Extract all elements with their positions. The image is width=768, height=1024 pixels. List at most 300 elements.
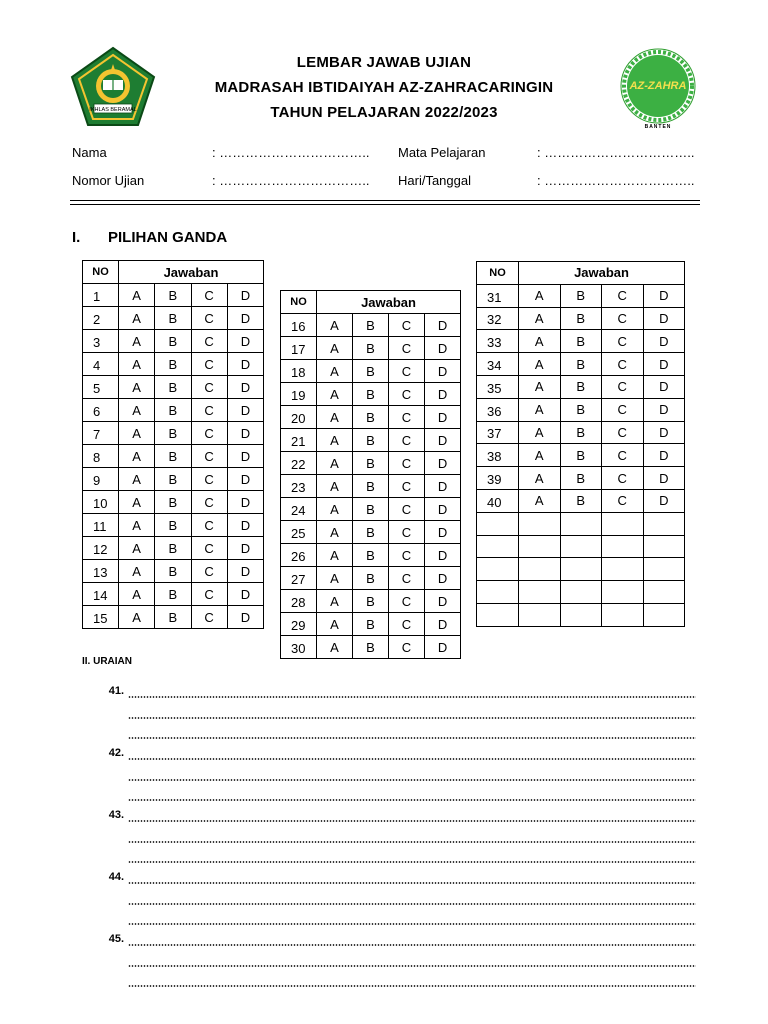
answer-row-20: [281, 406, 461, 429]
option-a-36[interactable]: A: [519, 398, 561, 421]
option-a-13[interactable]: A: [119, 560, 155, 583]
essay-answer-line[interactable]: [128, 717, 696, 719]
option-a-6[interactable]: A: [119, 399, 155, 422]
option-c-30[interactable]: C: [389, 636, 425, 659]
question-number: 29: [281, 613, 317, 636]
option-d-22[interactable]: D: [425, 452, 461, 475]
option-c-31[interactable]: C: [602, 284, 644, 307]
option-a-16[interactable]: A: [317, 314, 353, 337]
option-b-38[interactable]: B: [560, 444, 602, 467]
option-d-6[interactable]: D: [227, 399, 263, 422]
option-c-24[interactable]: C: [389, 498, 425, 521]
blank-cell: [602, 535, 644, 558]
option-a-25[interactable]: A: [317, 521, 353, 544]
question-number: 18: [281, 360, 317, 383]
option-a-14[interactable]: A: [119, 583, 155, 606]
answer-row-13: [83, 560, 264, 583]
answer-row-26: [281, 544, 461, 567]
blank-row: [477, 512, 685, 535]
blank-cell: [519, 535, 561, 558]
answer-row-32: [477, 307, 685, 330]
option-b-3[interactable]: B: [155, 330, 191, 353]
answer-row-17: [281, 337, 461, 360]
essay-answer-line[interactable]: [128, 882, 696, 884]
table-header-row: [477, 262, 685, 285]
option-c-5[interactable]: C: [191, 376, 227, 399]
option-b-34[interactable]: B: [560, 353, 602, 376]
essay-answer-line[interactable]: [128, 820, 696, 822]
option-b-31[interactable]: B: [560, 284, 602, 307]
option-c-19[interactable]: C: [389, 383, 425, 406]
option-a-21[interactable]: A: [317, 429, 353, 452]
option-d-17[interactable]: D: [425, 337, 461, 360]
answer-row-6: [83, 399, 264, 422]
option-a-8[interactable]: A: [119, 445, 155, 468]
option-a-19[interactable]: A: [317, 383, 353, 406]
option-d-33[interactable]: D: [643, 330, 685, 353]
option-b-33[interactable]: B: [560, 330, 602, 353]
blank-cell: [560, 558, 602, 581]
question-number: 21: [281, 429, 317, 452]
essay-number-42: 42.: [108, 747, 124, 759]
option-a-29[interactable]: A: [317, 613, 353, 636]
answer-row-29: [281, 613, 461, 636]
question-number: 1: [83, 284, 119, 307]
option-c-18[interactable]: C: [389, 360, 425, 383]
option-b-20[interactable]: B: [353, 406, 389, 429]
answer-table-3: [476, 261, 685, 627]
blank-cell: [602, 512, 644, 535]
option-d-26[interactable]: D: [425, 544, 461, 567]
blank-cell: [519, 581, 561, 604]
nama-field[interactable]: : ……………………………..: [212, 145, 370, 160]
option-c-12[interactable]: C: [191, 537, 227, 560]
option-c-29[interactable]: C: [389, 613, 425, 636]
option-b-37[interactable]: B: [560, 421, 602, 444]
blank-cell: [643, 581, 685, 604]
option-a-31[interactable]: A: [519, 284, 561, 307]
question-number: 26: [281, 544, 317, 567]
option-d-38[interactable]: D: [643, 444, 685, 467]
answer-row-22: [281, 452, 461, 475]
option-d-12[interactable]: D: [227, 537, 263, 560]
question-number: 25: [281, 521, 317, 544]
option-b-14[interactable]: B: [155, 583, 191, 606]
option-b-21[interactable]: B: [353, 429, 389, 452]
answer-row-5: [83, 376, 264, 399]
ministry-logo-text: IKHLAS BERAMAL: [89, 107, 137, 113]
question-number: 5: [83, 376, 119, 399]
answer-row-12: [83, 537, 264, 560]
blank-cell: [560, 581, 602, 604]
question-number: 31: [477, 284, 519, 307]
option-a-37[interactable]: A: [519, 421, 561, 444]
option-d-24[interactable]: D: [425, 498, 461, 521]
option-d-20[interactable]: D: [425, 406, 461, 429]
question-number: 32: [477, 307, 519, 330]
option-d-36[interactable]: D: [643, 398, 685, 421]
question-number: 30: [281, 636, 317, 659]
option-d-34[interactable]: D: [643, 353, 685, 376]
option-d-23[interactable]: D: [425, 475, 461, 498]
blank-cell: [643, 512, 685, 535]
answer-row-10: [83, 491, 264, 514]
question-number: 22: [281, 452, 317, 475]
blank-row: [477, 581, 685, 604]
essay-answer-line[interactable]: [128, 965, 696, 967]
question-number: 20: [281, 406, 317, 429]
school-name: MADRASAH IBTIDAIYAH AZ-ZAHRACARINGIN: [214, 79, 554, 96]
answer-row-30: [281, 636, 461, 659]
answer-row-27: [281, 567, 461, 590]
option-c-10[interactable]: C: [191, 491, 227, 514]
nomor-ujian-label: Nomor Ujian: [72, 173, 145, 188]
option-d-10[interactable]: D: [227, 491, 263, 514]
option-d-13[interactable]: D: [227, 560, 263, 583]
option-c-1[interactable]: C: [191, 284, 227, 307]
hari-tanggal-label: Hari/Tanggal: [398, 173, 471, 188]
answer-row-16: [281, 314, 461, 337]
option-b-40[interactable]: B: [560, 489, 602, 512]
nomor-ujian-field[interactable]: : ……………………………..: [212, 173, 370, 188]
option-b-12[interactable]: B: [155, 537, 191, 560]
essay-answer-line[interactable]: [128, 841, 696, 843]
option-a-1[interactable]: A: [119, 284, 155, 307]
option-b-9[interactable]: B: [155, 468, 191, 491]
option-d-37[interactable]: D: [643, 421, 685, 444]
option-a-9[interactable]: A: [119, 468, 155, 491]
option-a-11[interactable]: A: [119, 514, 155, 537]
option-c-14[interactable]: C: [191, 583, 227, 606]
option-a-15[interactable]: A: [119, 606, 155, 629]
option-b-24[interactable]: B: [353, 498, 389, 521]
question-number: 37: [477, 421, 519, 444]
option-a-7[interactable]: A: [119, 422, 155, 445]
option-d-25[interactable]: D: [425, 521, 461, 544]
option-d-21[interactable]: D: [425, 429, 461, 452]
option-a-17[interactable]: A: [317, 337, 353, 360]
option-c-6[interactable]: C: [191, 399, 227, 422]
section-roman: I.: [72, 229, 81, 246]
option-b-7[interactable]: B: [155, 422, 191, 445]
essay-answer-line[interactable]: [128, 737, 696, 739]
essay-number-45: 45.: [108, 933, 124, 945]
essay-section-title: II. URAIAN: [82, 656, 132, 667]
option-c-33[interactable]: C: [602, 330, 644, 353]
blank-cell: [477, 535, 519, 558]
question-number: 12: [83, 537, 119, 560]
question-number: 34: [477, 353, 519, 376]
answer-row-34: [477, 353, 685, 376]
question-number: 33: [477, 330, 519, 353]
option-a-23[interactable]: A: [317, 475, 353, 498]
question-number: 6: [83, 399, 119, 422]
option-d-18[interactable]: D: [425, 360, 461, 383]
option-b-36[interactable]: B: [560, 398, 602, 421]
option-b-27[interactable]: B: [353, 567, 389, 590]
essay-answer-line[interactable]: [128, 799, 696, 801]
option-b-8[interactable]: B: [155, 445, 191, 468]
question-number: 7: [83, 422, 119, 445]
answer-row-33: [477, 330, 685, 353]
blank-cell: [602, 603, 644, 626]
school-logo-text: AZ-ZAHRA: [629, 80, 687, 92]
option-d-4[interactable]: D: [227, 353, 263, 376]
answer-row-38: [477, 444, 685, 467]
blank-cell: [602, 558, 644, 581]
option-b-26[interactable]: B: [353, 544, 389, 567]
blank-cell: [519, 512, 561, 535]
option-c-16[interactable]: C: [389, 314, 425, 337]
option-c-28[interactable]: C: [389, 590, 425, 613]
essay-answer-line[interactable]: [128, 923, 696, 925]
option-a-4[interactable]: A: [119, 353, 155, 376]
option-d-30[interactable]: D: [425, 636, 461, 659]
option-c-23[interactable]: C: [389, 475, 425, 498]
option-c-37[interactable]: C: [602, 421, 644, 444]
option-c-20[interactable]: C: [389, 406, 425, 429]
option-d-28[interactable]: D: [425, 590, 461, 613]
option-d-3[interactable]: D: [227, 330, 263, 353]
option-d-31[interactable]: D: [643, 284, 685, 307]
answer-row-14: [83, 583, 264, 606]
answer-row-1: [83, 284, 264, 307]
option-a-38[interactable]: A: [519, 444, 561, 467]
option-a-5[interactable]: A: [119, 376, 155, 399]
answer-row-18: [281, 360, 461, 383]
option-c-27[interactable]: C: [389, 567, 425, 590]
option-d-11[interactable]: D: [227, 514, 263, 537]
option-b-30[interactable]: B: [353, 636, 389, 659]
option-c-32[interactable]: C: [602, 307, 644, 330]
option-d-1[interactable]: D: [227, 284, 263, 307]
option-b-29[interactable]: B: [353, 613, 389, 636]
option-c-38[interactable]: C: [602, 444, 644, 467]
option-c-7[interactable]: C: [191, 422, 227, 445]
academic-year: TAHUN PELAJARAN 2022/2023: [270, 104, 498, 121]
option-b-23[interactable]: B: [353, 475, 389, 498]
option-c-26[interactable]: C: [389, 544, 425, 567]
option-a-30[interactable]: A: [317, 636, 353, 659]
blank-cell: [519, 558, 561, 581]
option-b-25[interactable]: B: [353, 521, 389, 544]
sheet-title: LEMBAR JAWAB UJIAN: [296, 54, 472, 71]
divider-bottom: [70, 204, 700, 205]
answer-row-2: [83, 307, 264, 330]
option-d-32[interactable]: D: [643, 307, 685, 330]
option-d-40[interactable]: D: [643, 489, 685, 512]
option-c-8[interactable]: C: [191, 445, 227, 468]
option-b-39[interactable]: B: [560, 467, 602, 490]
option-c-4[interactable]: C: [191, 353, 227, 376]
option-b-5[interactable]: B: [155, 376, 191, 399]
option-b-19[interactable]: B: [353, 383, 389, 406]
option-a-28[interactable]: A: [317, 590, 353, 613]
blank-cell: [643, 558, 685, 581]
blank-cell: [560, 512, 602, 535]
option-d-15[interactable]: D: [227, 606, 263, 629]
option-a-35[interactable]: A: [519, 375, 561, 398]
option-c-2[interactable]: C: [191, 307, 227, 330]
option-c-3[interactable]: C: [191, 330, 227, 353]
question-number: 19: [281, 383, 317, 406]
answer-row-28: [281, 590, 461, 613]
option-d-5[interactable]: D: [227, 376, 263, 399]
option-c-13[interactable]: C: [191, 560, 227, 583]
option-b-2[interactable]: B: [155, 307, 191, 330]
answer-row-23: [281, 475, 461, 498]
blank-row: [477, 535, 685, 558]
question-number: 15: [83, 606, 119, 629]
option-b-28[interactable]: B: [353, 590, 389, 613]
option-b-15[interactable]: B: [155, 606, 191, 629]
blank-cell: [477, 558, 519, 581]
option-d-14[interactable]: D: [227, 583, 263, 606]
option-a-18[interactable]: A: [317, 360, 353, 383]
option-d-29[interactable]: D: [425, 613, 461, 636]
option-b-16[interactable]: B: [353, 314, 389, 337]
answer-row-37: [477, 421, 685, 444]
option-a-34[interactable]: A: [519, 353, 561, 376]
hari-tanggal-field[interactable]: : ……………………………..: [537, 173, 695, 188]
essay-answer-line[interactable]: [128, 944, 696, 946]
option-c-25[interactable]: C: [389, 521, 425, 544]
blank-cell: [477, 512, 519, 535]
header-jawaban: Jawaban: [317, 291, 461, 314]
option-c-40[interactable]: C: [602, 489, 644, 512]
blank-cell: [643, 535, 685, 558]
essay-number-41: 41.: [108, 685, 124, 697]
table-header-row: [83, 261, 264, 284]
option-a-3[interactable]: A: [119, 330, 155, 353]
answer-row-39: [477, 467, 685, 490]
option-a-40[interactable]: A: [519, 489, 561, 512]
question-number: 4: [83, 353, 119, 376]
section-title: PILIHAN GANDA: [108, 229, 228, 246]
option-b-18[interactable]: B: [353, 360, 389, 383]
option-c-17[interactable]: C: [389, 337, 425, 360]
question-number: 36: [477, 398, 519, 421]
option-c-39[interactable]: C: [602, 467, 644, 490]
nama-label: Nama: [72, 145, 107, 160]
mata-pelajaran-field[interactable]: : ……………………………..: [537, 145, 695, 160]
option-a-10[interactable]: A: [119, 491, 155, 514]
essay-number-43: 43.: [108, 809, 124, 821]
option-d-19[interactable]: D: [425, 383, 461, 406]
option-d-8[interactable]: D: [227, 445, 263, 468]
essay-answer-line[interactable]: [128, 985, 696, 987]
option-a-2[interactable]: A: [119, 307, 155, 330]
answer-table-2: [280, 290, 461, 659]
option-a-12[interactable]: A: [119, 537, 155, 560]
option-b-35[interactable]: B: [560, 375, 602, 398]
option-b-1[interactable]: B: [155, 284, 191, 307]
option-c-15[interactable]: C: [191, 606, 227, 629]
option-c-36[interactable]: C: [602, 398, 644, 421]
option-c-22[interactable]: C: [389, 452, 425, 475]
option-d-27[interactable]: D: [425, 567, 461, 590]
blank-cell: [477, 603, 519, 626]
option-b-32[interactable]: B: [560, 307, 602, 330]
essay-answer-line[interactable]: [128, 696, 696, 698]
header-no: NO: [477, 262, 519, 285]
question-number: 24: [281, 498, 317, 521]
option-c-21[interactable]: C: [389, 429, 425, 452]
option-d-9[interactable]: D: [227, 468, 263, 491]
essay-answer-line[interactable]: [128, 861, 696, 863]
option-a-27[interactable]: A: [317, 567, 353, 590]
option-a-33[interactable]: A: [519, 330, 561, 353]
mata-pelajaran-label: Mata Pelajaran: [398, 145, 486, 160]
option-c-11[interactable]: C: [191, 514, 227, 537]
answer-row-40: [477, 489, 685, 512]
blank-cell: [643, 603, 685, 626]
question-number: 35: [477, 375, 519, 398]
blank-cell: [560, 535, 602, 558]
essay-number-44: 44.: [108, 871, 124, 883]
question-number: 17: [281, 337, 317, 360]
option-a-20[interactable]: A: [317, 406, 353, 429]
question-number: 2: [83, 307, 119, 330]
option-b-6[interactable]: B: [155, 399, 191, 422]
option-c-35[interactable]: C: [602, 375, 644, 398]
option-d-16[interactable]: D: [425, 314, 461, 337]
essay-answer-line[interactable]: [128, 903, 696, 905]
option-a-32[interactable]: A: [519, 307, 561, 330]
school-logo-bottom-text: BANTEN: [644, 124, 672, 130]
blank-row: [477, 603, 685, 626]
blank-cell: [602, 581, 644, 604]
answer-table-1: [82, 260, 264, 629]
option-d-7[interactable]: D: [227, 422, 263, 445]
option-b-4[interactable]: B: [155, 353, 191, 376]
option-c-9[interactable]: C: [191, 468, 227, 491]
option-b-10[interactable]: B: [155, 491, 191, 514]
header-jawaban: Jawaban: [119, 261, 264, 284]
option-a-39[interactable]: A: [519, 467, 561, 490]
answer-row-3: [83, 330, 264, 353]
option-b-22[interactable]: B: [353, 452, 389, 475]
essay-answer-line[interactable]: [128, 779, 696, 781]
table-header-row: [281, 291, 461, 314]
answer-row-8: [83, 445, 264, 468]
essay-answer-line[interactable]: [128, 758, 696, 760]
option-d-2[interactable]: D: [227, 307, 263, 330]
option-d-39[interactable]: D: [643, 467, 685, 490]
option-b-17[interactable]: B: [353, 337, 389, 360]
option-a-26[interactable]: A: [317, 544, 353, 567]
question-number: 39: [477, 467, 519, 490]
divider-top: [70, 200, 700, 201]
question-number: 8: [83, 445, 119, 468]
question-number: 14: [83, 583, 119, 606]
answer-row-15: [83, 606, 264, 629]
answer-row-11: [83, 514, 264, 537]
option-c-34[interactable]: C: [602, 353, 644, 376]
option-a-24[interactable]: A: [317, 498, 353, 521]
answer-row-31: [477, 284, 685, 307]
blank-cell: [560, 603, 602, 626]
answer-row-36: [477, 398, 685, 421]
option-b-11[interactable]: B: [155, 514, 191, 537]
option-a-22[interactable]: A: [317, 452, 353, 475]
question-number: 9: [83, 468, 119, 491]
answer-row-4: [83, 353, 264, 376]
option-b-13[interactable]: B: [155, 560, 191, 583]
header-no: NO: [281, 291, 317, 314]
option-d-35[interactable]: D: [643, 375, 685, 398]
question-number: 13: [83, 560, 119, 583]
